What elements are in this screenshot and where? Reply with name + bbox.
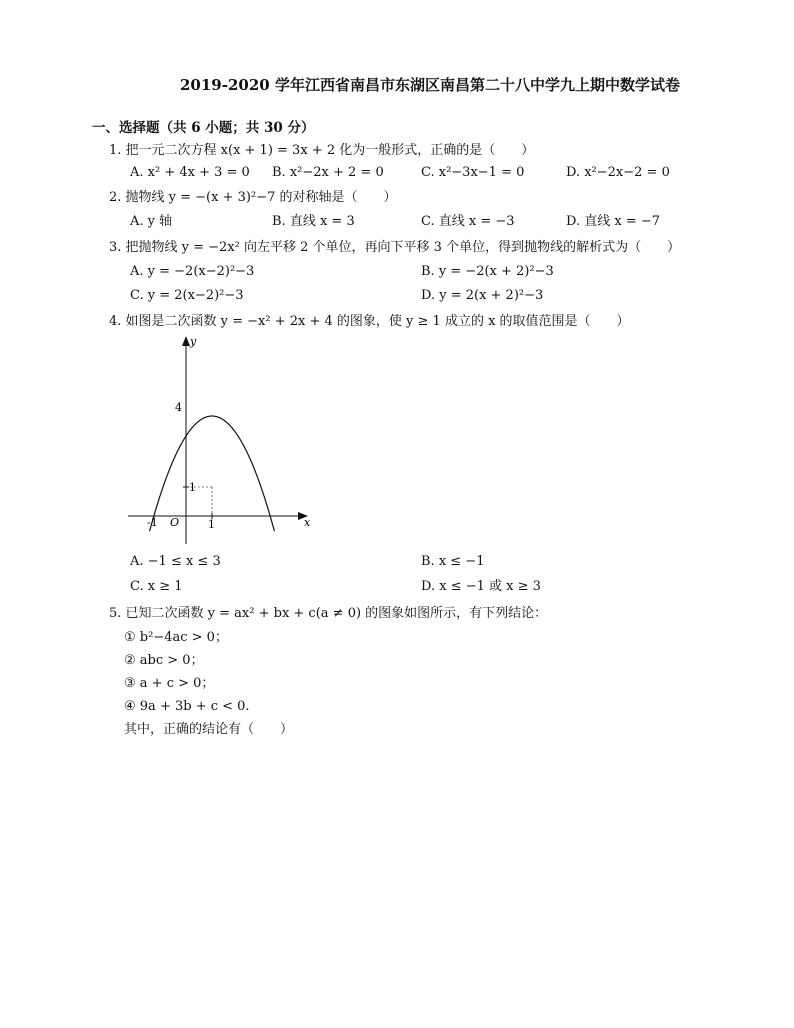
tick-label-y-4: 4 [175,401,182,414]
section-heading: 一、选择题（共 6 小题；共 30 分） [92,120,315,136]
y-axis-arrow [182,336,190,346]
question-2-option-c: C. 直线 x = −3 [421,214,515,229]
question-3-stem: 3. 把抛物线 y = −2x² 向左平移 2 个单位，再向下平移 3 个单位，得到抛物线的解析式为（ ） [109,240,681,255]
parabola-graph [120,330,320,550]
question-5-tail: 其中，正确的结论有（ ） [124,722,294,737]
x-axis-label: x [304,516,311,529]
question-1-option-d: D. x²−2x−2 = 0 [566,165,670,180]
question-3-option-c: C. y = 2(x−2)²−3 [130,288,244,303]
question-1-stem: 1. 把一元二次方程 x(x + 1) = 3x + 2 化为一般形式，正确的是（ ） [109,143,535,158]
question-1-option-c: C. x²−3x−1 = 0 [421,165,525,180]
question-3-option-a: A. y = −2(x−2)²−3 [130,264,255,279]
question-1-option-a: A. x² + 4x + 3 = 0 [130,165,250,180]
question-1-option-b: B. x²−2x + 2 = 0 [272,165,384,180]
question-5-conclusion-3: ③ a + c > 0； [124,676,215,691]
question-2-option-b: B. 直线 x = 3 [272,214,355,229]
question-2-stem: 2. 抛物线 y = −(x + 3)²−7 的对称轴是（ ） [109,190,397,205]
tick-label-x-neg1: -1 [147,516,158,529]
question-4-stem: 4. 如图是二次函数 y = −x² + 2x + 4 的图象，使 y ≥ 1 成立的 x 的取值范围是（ ） [109,314,630,329]
origin-label: O [170,516,180,529]
question-3-option-d: D. y = 2(x + 2)²−3 [421,288,544,303]
tick-label-x-1: 1 [208,518,215,531]
tick-label-y-1: 1 [189,481,196,494]
y-axis-label: y [190,335,197,348]
question-4-option-a: A. −1 ≤ x ≤ 3 [130,554,221,569]
question-4-option-b: B. x ≤ −1 [421,554,485,569]
page-title: 2019-2020 学年江西省南昌市东湖区南昌第二十八中学九上期中数学试卷 [180,76,680,94]
question-3-option-b: B. y = −2(x + 2)²−3 [421,264,554,279]
question-5-stem: 5. 已知二次函数 y = ax² + bx + c(a ≠ 0) 的图象如图所示，有下列结论： [109,606,548,621]
question-5-conclusion-4: ④ 9a + 3b + c < 0. [124,699,250,714]
question-4-option-c: C. x ≥ 1 [130,579,183,594]
question-5-conclusion-2: ② abc > 0； [124,653,204,668]
question-4-option-d: D. x ≤ −1 或 x ≥ 3 [421,579,541,594]
question-2-option-a: A. y 轴 [130,214,173,229]
question-2-option-d: D. 直线 x = −7 [566,214,661,229]
question-5-conclusion-1: ① b²−4ac > 0； [124,630,228,645]
